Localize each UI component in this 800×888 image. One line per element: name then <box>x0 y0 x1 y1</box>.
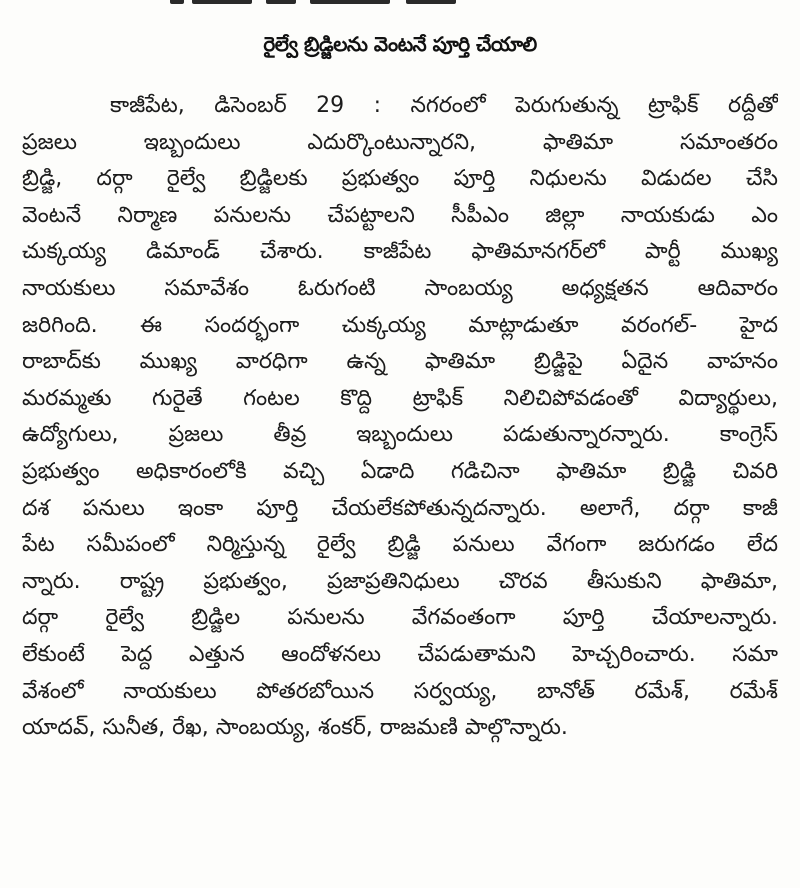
article-line: బ్రిడ్జి, దర్గా రైల్వే బ్రిడ్జిలకు ప్రభుత్వం పూర్తి నిధులను విడుదల చేసి <box>22 166 778 192</box>
article-line: ప్రభుత్వం అధికారంలోకి వచ్చి ఏడాది గడిచినా ఫాతిమా బ్రిడ్జి చివరి <box>22 458 778 484</box>
article-line: నాయకులు సమావేశం ఓరుగంటి సాంబయ్య అధ్యక్షతన ఆదివారం <box>22 275 778 301</box>
article-line: ప్రజలు ఇబ్బందులు ఎదుర్కొంటున్నారని, ఫాతిమా సమాంతరం <box>22 129 778 155</box>
article-line: వెంటనే నిర్మాణ పనులను చేపట్టాలని సీపీఎం జిల్లా నాయకుడు ఎం <box>22 202 778 228</box>
article-line: పేట సమీపంలో నిర్మిస్తున్న రైల్వే బ్రిడ్జి పనులు వేగంగా జరుగడం లేద <box>22 532 778 558</box>
article-line: ఉద్యోగులు, ప్రజలు తీవ్ర ఇబ్బందులు పడుతున్నారన్నారు. కాంగ్రెస్ <box>22 422 778 448</box>
article-line: మరమ్మతు గురైతే గంటల కొద్ది ట్రాఫిక్ నిలిచిపోవడంతో విద్యార్థులు, <box>22 385 778 411</box>
article-line: న్నారు. రాష్ట్ర ప్రభుత్వం, ప్రజాప్రతినిధులు చొరవ తీసుకుని ఫాతిమా, <box>22 568 778 594</box>
article-line: చుక్కయ్య డిమాండ్ చేశారు. కాజీపేట ఫాతిమానగర్‌లో పార్టీ ముఖ్య <box>22 239 778 265</box>
article-line: లేకుంటే పెద్ద ఎత్తున ఆందోళనలు చేపడుతామని హెచ్చరించారు. సమా <box>22 641 778 667</box>
article-body <box>22 88 778 747</box>
article-line: కాజీపేట, డిసెంబర్ 29 : నగరంలో పెరుగుతున్న ట్రాఫిక్ రద్దీతో <box>110 93 778 118</box>
article-line: వేశంలో నాయకులు పోతరబోయిన సర్వయ్య, బానోత్ రమేశ్, రమేశ్ <box>22 678 778 704</box>
article-headline: రైల్వే బ్రిడ్జిలను వెంటనే పూర్తి చేయాలి <box>263 31 537 56</box>
article-line: యాదవ్, సునీత, రేఖ, సాంబయ్య, శంకర్, రాజమణి పాల్గొన్నారు. <box>22 715 568 741</box>
article-line: దర్గా రైల్వే బ్రిడ్జిల పనులను వేగవంతంగా పూర్తి చేయాలన్నారు. <box>22 605 778 631</box>
article-line: దశ పనులు ఇంకా పూర్తి చేయలేకపోతున్నదన్నారు. అలాగే, దర్గా కాజీ <box>22 495 778 521</box>
article-line: జరిగింది. ఈ సందర్భంగా చుక్కయ్య మాట్లాడుతూ వరంగల్- హైద <box>22 312 778 338</box>
cropped-previous-text <box>170 0 490 8</box>
article-line: రాబాద్‌కు ముఖ్య వారధిగా ఉన్న ఫాతిమా బ్రిడ్జిపై ఏదైన వాహనం <box>22 349 778 375</box>
